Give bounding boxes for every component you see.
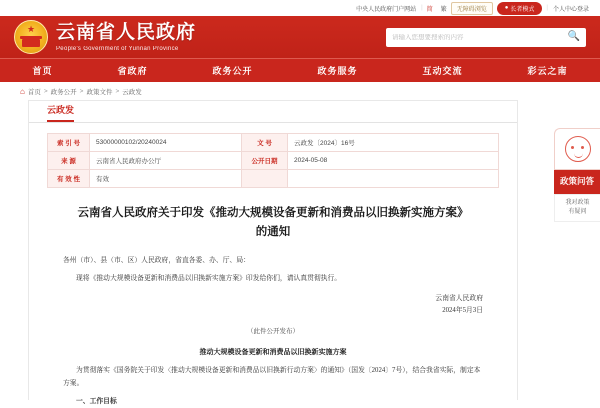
meta-value-docnum: 云政发〔2024〕16号: [288, 134, 498, 152]
doc-paragraph-salutation: 各州（市）、县（市、区）人民政府，省直各委、办、厅、局：: [63, 257, 250, 264]
nav-item-gov-openness[interactable]: 政务公开: [212, 66, 253, 76]
utility-bar: [0, 0, 600, 16]
tab-yunzhengfa[interactable]: 云政发: [47, 103, 74, 122]
lang-traditional[interactable]: 繁: [440, 6, 447, 13]
signature-date: 2024年5月3日: [442, 307, 483, 314]
breadcrumb-item-home[interactable]: 首页: [27, 88, 41, 96]
site-title: [56, 22, 196, 52]
lang-simplified[interactable]: 简: [426, 6, 433, 13]
breadcrumb: [0, 82, 600, 100]
nav-item-home[interactable]: 首页: [32, 66, 53, 76]
elder-mode-label: 长者模式: [510, 6, 535, 13]
card-tab-bar: [29, 101, 517, 123]
policy-qa-bubble[interactable]: [554, 128, 600, 170]
meta-label-empty: [242, 170, 288, 188]
policy-qa-subtext-line2: 有疑问: [568, 209, 587, 215]
meta-value-validity: 有效: [90, 170, 242, 188]
search-icon[interactable]: 🔍: [567, 31, 580, 42]
meta-label-publish-date: 公开日期: [242, 152, 288, 170]
policy-qa-label-text: 政策问答: [559, 176, 594, 186]
section-heading-goals: 一、工作目标: [76, 398, 117, 405]
signature-org: 云南省人民政府: [435, 295, 483, 302]
site-title-cn: 云南省人民政府: [56, 22, 197, 43]
meta-value-source: 云南省人民政府办公厅: [90, 152, 242, 170]
meta-label-docnum: 文 号: [242, 134, 288, 152]
policy-qa-face-icon: [565, 136, 591, 162]
policy-qa-subtext[interactable]: [554, 194, 600, 222]
document-signature: [63, 293, 483, 317]
site-title-en: People's Government of Yunnan Province: [56, 46, 179, 52]
breadcrumb-item-yunzhengfa[interactable]: 云政发: [122, 88, 142, 96]
national-emblem-icon: ★: [14, 20, 48, 54]
utility-sep-2: |: [546, 5, 548, 11]
utility-sep-1: |: [421, 5, 423, 11]
document-meta-table: [47, 133, 499, 188]
user-center-link[interactable]: 个人中心登录: [552, 6, 589, 13]
main-nav: [0, 58, 600, 82]
search-input[interactable]: [392, 34, 568, 41]
meta-label-validity: 有 效 性: [48, 170, 90, 188]
meta-value-publish-date: 2024-05-08: [288, 152, 498, 170]
publish-note: （此件公开发布）: [247, 328, 299, 335]
search-box[interactable]: [386, 28, 586, 47]
document-title: 云南省人民政府关于印发《推动大规模设备更新和消费品以旧换新实施方案》的通知: [77, 207, 469, 238]
attachment-title: 推动大规模设备更新和消费品以旧换新实施方案: [199, 348, 347, 356]
breadcrumb-sep-1: >: [43, 87, 48, 95]
nav-item-provincial-gov[interactable]: 省政府: [117, 66, 148, 76]
central-gov-link[interactable]: 中央人民政府门户网站: [356, 6, 417, 13]
doc-paragraph-main: 现将《推动大规模设备更新和消费品以旧换新实施方案》印发给你们，请认真贯彻执行。: [76, 275, 342, 282]
meta-value-index: 53000000102/20240024: [90, 134, 242, 152]
accessibility-button[interactable]: 无障碍浏览: [451, 2, 493, 15]
breadcrumb-item-policy-docs[interactable]: 政策文件: [86, 88, 113, 96]
header-inner: [0, 16, 600, 58]
nav-item-gov-services[interactable]: 政务服务: [317, 66, 358, 76]
policy-qa-label[interactable]: [554, 170, 600, 194]
attachment-paragraph: 为贯彻落实《国务院关于印发〈推动大规模设备更新和消费品以旧换新行动方案〉的通知》（国发〔2024〕7号），结合我省实际，制定本方案。: [63, 367, 481, 387]
nav-item-colorful-yunnan[interactable]: 彩云之南: [527, 66, 568, 76]
breadcrumb-sep-3: >: [115, 87, 120, 95]
meta-label-index: 索 引 号: [48, 134, 90, 152]
elder-mode-button[interactable]: [497, 2, 543, 15]
meta-label-source: 来 源: [48, 152, 90, 170]
document-body: [63, 254, 483, 408]
breadcrumb-item-openness[interactable]: 政务公开: [50, 88, 77, 96]
elder-mode-icon: ●: [504, 5, 509, 11]
meta-value-empty: [288, 170, 498, 188]
nav-item-interaction[interactable]: 互动交流: [422, 66, 463, 76]
policy-qa-widget[interactable]: [554, 128, 600, 222]
policy-qa-subtext-line1: 我对政策: [565, 200, 590, 206]
breadcrumb-sep-2: >: [79, 87, 84, 95]
content-card: [28, 100, 518, 405]
home-icon: ⌂: [20, 86, 25, 96]
